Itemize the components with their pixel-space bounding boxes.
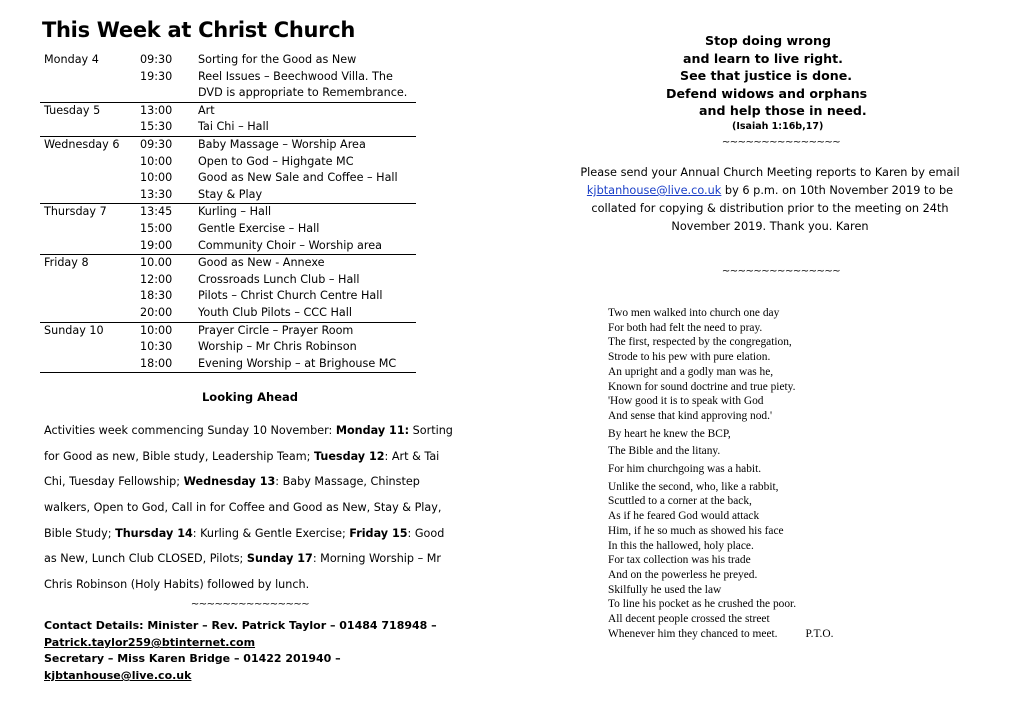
poem-line [608,365,833,380]
left-divider: ~~~~~~~~~~~~~~~ [190,599,310,611]
schedule-day: Friday 8 [44,256,89,270]
left-column [40,18,460,684]
schedule-time: 18:30 [140,289,173,303]
ahead-day-label: Sunday 17 [246,552,313,566]
poem-line [608,444,833,459]
poem-line-text: And on the powerless he preyed. [608,568,758,581]
poem-line-text: Known for sound doctrine and true piety. [608,380,796,393]
ahead-day-text: : Morning Worship – Mr Chris Robinson (Holy Habits) followed by lunch. [44,552,441,591]
verse-line: See that justice is done. [680,68,853,84]
schedule-event: DVD is appropriate to Remembrance. [198,85,416,102]
poem-line-text: The Bible and the litany. [608,445,721,458]
schedule-time: 10:00 [140,171,173,185]
schedule-row [40,69,416,86]
schedule-event: Prayer Circle – Prayer Room [198,323,354,337]
poem-stanza [608,462,833,477]
poem-line-text: Two men walked into church one day [608,307,780,319]
poem-line [608,553,833,568]
poem [608,306,833,644]
schedule-event: Good as New - Annexe [198,256,325,270]
schedule-row [40,356,416,373]
poem-line-text: For him churchgoing was a habit. [608,463,762,476]
schedule-row [40,170,416,187]
secretary-email-link[interactable]: kjbtanhouse@live.co.uk [44,668,192,682]
verse-divider: ~~~~~~~~~~~~~~~ [721,136,841,148]
notice-line: collated for copying & distribution prior to the meeting on 24th [591,201,949,215]
schedule-event: Gentle Exercise – Hall [198,221,320,235]
schedule-event: Worship – Mr Chris Robinson [198,340,357,354]
schedule-row [40,221,416,238]
notice-line: November 2019. Thank you. Karen [671,219,869,233]
schedule-event: Kurling – Hall [198,205,272,219]
schedule-row [40,238,416,255]
poem-line [608,612,833,627]
schedule-day [40,119,140,136]
schedule-day [40,69,140,86]
poem-line-text: All decent people crossed the street [608,613,770,626]
poem-line-text: In this the hallowed, holy place. [608,539,754,552]
ahead-day-label: Tuesday 12 [313,449,385,463]
poem-line [608,480,833,495]
poem-line [608,306,833,321]
schedule-event: Evening Worship – at Brighouse MC [198,356,416,373]
schedule-row [40,272,416,289]
poem-line [608,321,833,336]
poem-line [608,539,833,554]
meeting-notice [560,164,980,236]
schedule-time: 20:00 [140,305,198,322]
schedule-row [40,339,416,356]
schedule-event: Open to God – Highgate MC [198,154,354,168]
schedule-time: 10:00 [140,323,173,337]
ahead-day-label: Friday 15 [349,526,408,540]
poem-line-text: Scuttled to a corner at the back, [608,495,752,508]
page-title: This Week at Christ Church [42,18,356,42]
contact-details [44,618,460,684]
schedule-row [40,85,416,102]
notice-line [560,182,980,200]
ahead-day-text: : Good as New, Lunch Club CLOSED, Pilots; [44,526,445,566]
schedule-day: Thursday 7 [44,205,107,219]
schedule-day [40,85,140,102]
notice-line: Please send your Annual Church Meeting reports to Karen by email [580,165,960,179]
schedule-event: Youth Club Pilots – CCC Hall [198,305,416,322]
poem-line-text: The first, respected by the congregation, [608,336,792,349]
schedule-day [40,170,140,187]
ahead-day-text: : Baby Massage, Chinstep walkers, Open to God, Call in for Coffee and Good as New, Stay & Play, Bible Study; [44,475,442,540]
poem-line-text: For tax collection was his trade [608,554,751,567]
poem-line-text: Unlike the second, who, like a rabbit, [608,480,779,493]
poem-line [608,627,833,642]
poem-line-text: An upright and a godly man was he, [608,365,774,378]
ahead-day-label: Wednesday 13 [183,475,276,489]
schedule-event: Baby Massage – Worship Area [198,137,366,151]
ahead-day-label: Monday 11: [335,424,410,438]
schedule-day [40,154,140,171]
scripture-verse [560,32,980,120]
schedule-time: 10.00 [140,256,173,270]
schedule-day [40,238,140,255]
schedule-time: 18:00 [140,356,198,373]
schedule-day [40,272,140,289]
schedule-row [40,255,416,272]
minister-email-link[interactable]: Patrick.taylor259@btinternet.com [44,635,256,649]
schedule-time: 13:45 [140,205,173,219]
pto-note: P.T.O. [805,627,834,640]
poem-stanza [608,444,833,459]
schedule-day [40,187,140,204]
schedule-event: Stay & Play [198,187,416,204]
schedule-time: 10:30 [140,340,173,354]
schedule-row [40,187,416,204]
poem-line-text: Him, if he so much as showed his face [608,524,784,537]
poem-line [608,380,833,395]
right-column [560,32,980,277]
contact-secretary [44,651,460,684]
schedule-event: Art [198,103,215,117]
schedule-day: Monday 4 [44,53,99,66]
poem-line [608,494,833,509]
schedule-day: Wednesday 6 [44,137,120,151]
verse-line: and learn to live right. [683,50,843,66]
schedule-time: 19:00 [140,238,198,255]
poem-line [608,335,833,350]
ahead-day-text: Sorting for Good as new, Bible study, Leadership Team; [44,424,453,463]
poem-line [608,350,833,365]
poem-line [608,568,833,583]
schedule-time: 13:00 [140,103,173,117]
schedule-row [40,136,416,153]
notice-email-link[interactable]: kjbtanhouse@live.co.uk [586,183,722,197]
poem-stanza [608,306,833,424]
schedule-table [40,52,416,373]
schedule-day [40,288,140,305]
schedule-time: 15:30 [140,119,198,136]
poem-line-text: For both had felt the need to pray. [608,321,763,334]
poem-line [608,583,833,598]
poem-line [608,462,833,477]
poem-stanza [608,427,833,442]
notice-line-text: by 6 p.m. on 10th November 2019 to be [721,183,954,197]
schedule-event: Community Choir – Worship area [198,238,416,255]
verse-reference: (Isaiah 1:16b,17) [732,120,824,132]
verse-line: and help those in need. [699,103,867,119]
poem-line-text: Strode to his pew with pure elation. [608,351,771,364]
schedule-time: 12:00 [140,272,173,286]
contact-minister: Contact Details: Minister – Rev. Patrick Taylor – 01484 718948 – [44,619,437,633]
poem-line [608,509,833,524]
schedule-time [140,85,198,102]
poem-line [608,409,833,424]
schedule-time: 19:30 [140,69,173,83]
poem-line-text: As if he feared God would attack [608,510,760,523]
schedule-row [40,322,416,339]
schedule-event: Reel Issues – Beechwood Villa. The [198,69,393,83]
poem-line [608,427,833,442]
schedule-day: Tuesday 5 [44,103,101,117]
schedule-event: Crossroads Lunch Club – Hall [198,272,360,286]
looking-ahead-heading: Looking Ahead [201,390,299,405]
looking-ahead-intro: Activities week commencing Sunday 10 November: [44,424,336,438]
poem-line-text: Skilfully he used the law [608,583,722,596]
ahead-day-text: : Kurling & Gentle Exercise; [192,526,350,540]
verse-line: Defend widows and orphans [666,85,868,101]
poem-line-text: And sense that kind approving nod.' [608,409,773,422]
poem-line-text: By heart he knew the BCP, [608,427,731,440]
poem-line [608,597,833,612]
schedule-day [40,339,140,356]
schedule-day [40,356,140,373]
schedule-event: Pilots – Christ Church Centre Hall [198,289,383,303]
poem-line-text: 'How good it is to speak with God [608,395,764,408]
ahead-day-text: : Art & Tai Chi, Tuesday Fellowship; [44,449,440,489]
schedule-day [40,221,140,238]
schedule-day: Sunday 10 [44,323,104,337]
schedule-time: 10:00 [140,154,173,168]
schedule-time: 09:30 [140,137,173,151]
secretary-text: Secretary – Miss Karen Bridge – 01422 201940 – [44,652,341,666]
schedule-row [40,305,416,322]
schedule-event: Good as New Sale and Coffee – Hall [198,171,398,185]
schedule-row [40,119,416,136]
schedule-time: 15:00 [140,221,173,235]
schedule-row [40,52,416,69]
poem-line [608,524,833,539]
ahead-day-label: Thursday 14 [115,526,193,540]
looking-ahead-text [44,418,456,597]
schedule-row [40,204,416,221]
schedule-time: 13:30 [140,187,198,204]
schedule-row [40,154,416,171]
schedule-event: Tai Chi – Hall [198,119,416,136]
schedule-row [40,288,416,305]
schedule-row [40,102,416,119]
poem-line-text: Whenever him they chanced to meet. [608,627,778,640]
verse-line: Stop doing wrong [705,33,831,48]
schedule-event: Sorting for the Good as New [198,53,357,66]
poem-line-text: To line his pocket as he crushed the poor. [608,598,797,611]
poem-stanza [608,480,833,642]
schedule-time: 09:30 [140,53,173,66]
schedule-day [40,305,140,322]
poem-line [608,394,833,409]
notice-divider: ~~~~~~~~~~~~~~~ [721,265,841,277]
